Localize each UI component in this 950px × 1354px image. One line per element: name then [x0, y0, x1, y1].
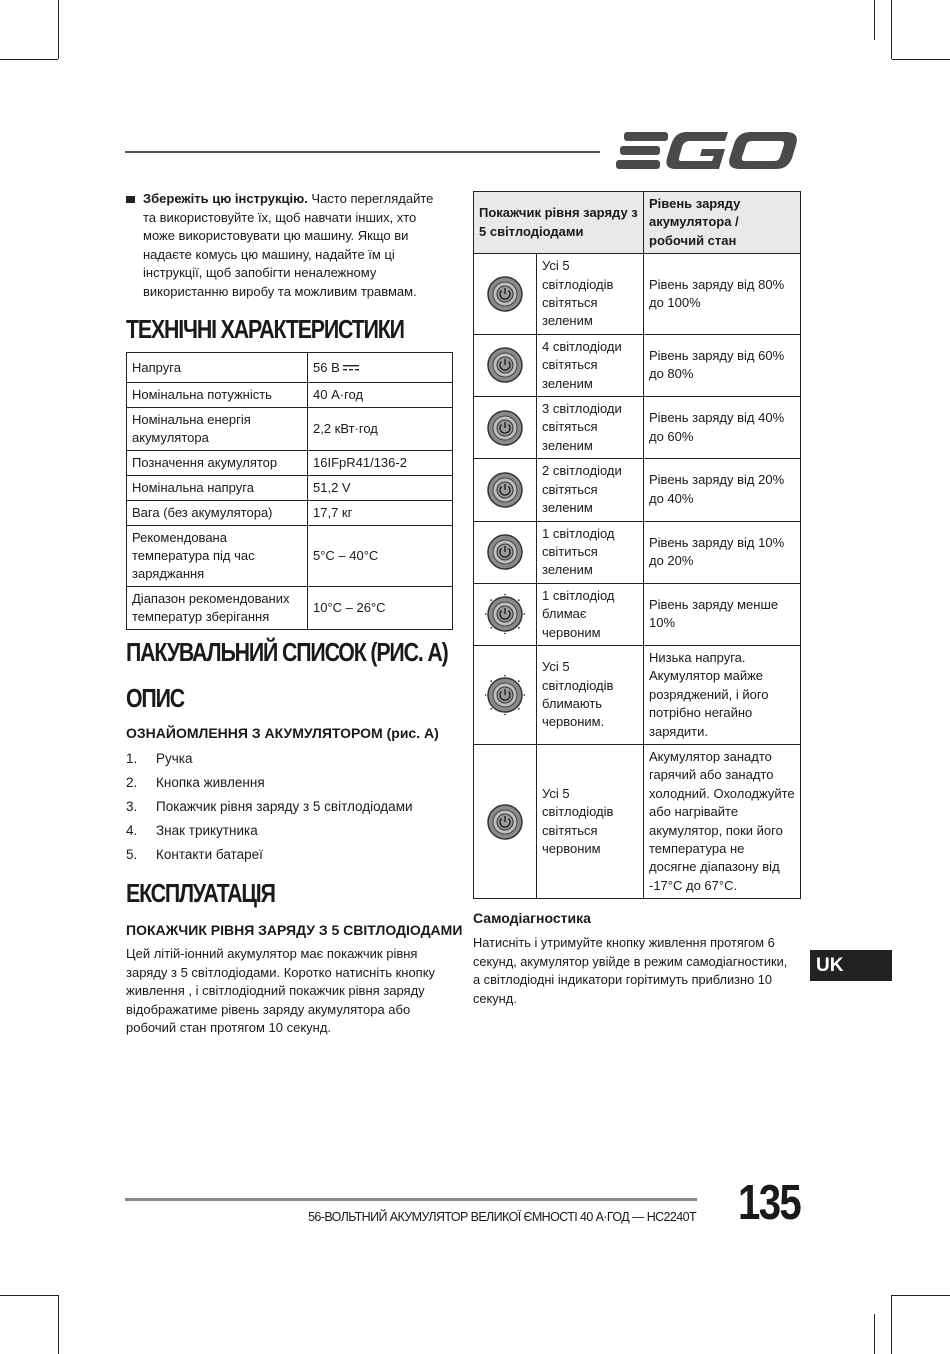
led-desc: 2 світлодіоди світяться зеленим	[537, 459, 644, 521]
led-indicator-icon-cell	[474, 459, 537, 521]
indicator-paragraph: Цей літій-іонний акумулятор має покажчик рівня заряду з 5 світлодіодами. Коротко натисніть кнопку живлення , і світлодіодний покажчик рівня заряду відображатиме рівень заряду акумулятора або робочий стан протягом 10 секунд.	[126, 946, 436, 1036]
list-item: 4. Знак трикутника	[126, 822, 258, 838]
led-desc: 4 світлодіоди світяться зеленим	[537, 334, 644, 396]
table-row	[127, 451, 453, 476]
crop-mark	[891, 1295, 892, 1354]
power-button-icon	[485, 594, 525, 634]
header-level: Рівень заряду акумулятора / робочий стан	[644, 192, 801, 254]
table-row	[127, 587, 453, 630]
spec-value: 5°C – 40°C	[308, 526, 453, 587]
led-indicator-icon-cell	[474, 645, 537, 744]
crop-mark	[874, 1314, 875, 1354]
save-instructions-paragraph	[126, 190, 456, 302]
spec-key: Номінальна напруга	[127, 476, 308, 501]
power-button-icon	[485, 274, 525, 314]
table-row	[127, 526, 453, 587]
crop-mark	[892, 59, 950, 60]
led-desc: 1 світлодіод блимає червоним	[537, 583, 644, 645]
crop-mark	[891, 0, 892, 59]
battery-intro-heading: ОЗНАЙОМЛЕННЯ З АКУМУЛЯТОРОМ (рис. A)	[126, 725, 439, 741]
led-level: Рівень заряду менше 10%	[644, 583, 801, 645]
power-button-icon	[485, 802, 525, 842]
power-button-icon	[485, 675, 525, 715]
led-indicator-icon-cell	[474, 521, 537, 583]
indicator-heading: ПОКАЖЧИК РІВНЯ ЗАРЯДУ З 5 СВІТЛОДІОДАМИ	[126, 922, 463, 938]
led-level: Рівень заряду від 60% до 80%	[644, 334, 801, 396]
left-column	[126, 190, 456, 302]
list-item: 5. Контакти батареї	[126, 846, 263, 862]
power-button-icon	[485, 532, 525, 572]
spec-value: 16IFpR41/136-2	[308, 451, 453, 476]
self-diagnostics-heading: Самодіагностика	[473, 910, 591, 926]
power-button-icon	[485, 408, 525, 448]
language-tab: UK	[810, 950, 892, 981]
parts-list	[126, 746, 413, 866]
led-level: Рівень заряду від 10% до 20%	[644, 521, 801, 583]
table-row	[474, 459, 801, 521]
table-row	[474, 583, 801, 645]
led-level: Рівень заряду від 80% до 100%	[644, 254, 801, 335]
bullet-icon	[126, 196, 135, 203]
table-row	[474, 397, 801, 459]
operation-heading: ЕКСПЛУАТАЦІЯ	[126, 878, 275, 908]
header-indicator: Покажчик рівня заряду з 5 світлодіодами	[474, 192, 644, 254]
crop-mark	[892, 1295, 950, 1296]
spec-key: Рекомендована температура під час заряджання	[127, 526, 308, 587]
spec-value: 51,2 V	[308, 476, 453, 501]
dc-symbol-icon	[343, 365, 359, 371]
list-item: 3. Покажчик рівня заряду з 5 світлодіодами	[126, 798, 413, 814]
table-row	[127, 476, 453, 501]
led-indicator-icon-cell	[474, 397, 537, 459]
table-row	[127, 501, 453, 526]
led-level: Акумулятор занадто гарячий або занадто холодний. Охолоджуйте або нагрівайте акумулятор, поки його температура не досягне діапазону від -17°C до 67°C.	[644, 744, 801, 898]
spec-value: 17,7 кг	[308, 501, 453, 526]
header-rule	[125, 151, 600, 153]
crop-mark	[0, 59, 58, 60]
table-row	[474, 334, 801, 396]
led-indicator-icon-cell	[474, 334, 537, 396]
led-desc: Усі 5 світлодіодів світяться червоним	[537, 744, 644, 898]
spec-value: 2,2 кВт·год	[308, 408, 453, 451]
page-number: 135	[738, 1176, 801, 1230]
spec-key: Вага (без акумулятора)	[127, 501, 308, 526]
led-desc: 1 світлодіод світиться зеленим	[537, 521, 644, 583]
footer-rule	[125, 1198, 697, 1201]
spec-key: Діапазон рекомендованих температур зберігання	[127, 587, 308, 630]
list-item: 2. Кнопка живлення	[126, 774, 265, 790]
description-heading: ОПИС	[126, 683, 185, 713]
spec-key: Позначення акумулятор	[127, 451, 308, 476]
intro-bold: Збережіть цю інструкцію.	[143, 191, 308, 206]
led-desc: Усі 5 світлодіодів світяться зеленим	[537, 254, 644, 335]
ego-logo	[616, 130, 800, 172]
spec-value: 56 В	[308, 353, 453, 383]
led-desc: Усі 5 світлодіодів блимають червоним.	[537, 645, 644, 744]
table-row	[127, 353, 453, 383]
spec-key: Номінальна потужність	[127, 383, 308, 408]
led-status-table	[473, 191, 801, 899]
crop-mark	[0, 1295, 58, 1296]
table-row	[474, 645, 801, 744]
led-indicator-icon-cell	[474, 583, 537, 645]
table-row	[474, 254, 801, 335]
led-level: Рівень заряду від 40% до 60%	[644, 397, 801, 459]
table-row	[474, 521, 801, 583]
table-header-row	[474, 192, 801, 254]
led-desc: 3 світлодіоди світяться зеленим	[537, 397, 644, 459]
led-indicator-icon-cell	[474, 254, 537, 335]
crop-mark	[58, 1295, 59, 1354]
crop-mark	[874, 0, 875, 40]
led-level: Низька напруга. Акумулятор майже розряджений, і його потрібно негайно зарядити.	[644, 645, 801, 744]
spec-key: Номінальна енергія акумулятора	[127, 408, 308, 451]
power-button-icon	[485, 470, 525, 510]
spec-key: Напруга	[127, 353, 308, 383]
intro-text: Часто переглядайте та використовуйте їх, щоб навчати інших, хто може використовувати цю машину. Якщо ви надаєте комусь цю машину, надайте їм ці інструкції, щоб запобігти неналежному використанню виробу та можливим травмам.	[143, 191, 434, 299]
self-diagnostics-paragraph: Натисніть і утримуйте кнопку живлення протягом 6 секунд, акумулятор увійде в режим самодіагностики, а світлодіодні індикатори горітимуть приблизно 10 секунд.	[473, 935, 788, 1006]
crop-mark	[58, 0, 59, 59]
power-button-icon	[485, 345, 525, 385]
table-row	[127, 408, 453, 451]
footer-title: 56-ВОЛЬТНИЙ АКУМУЛЯТОР ВЕЛИКОЇ ЄМНОСТІ 40 А·ГОД — HC2240T	[308, 1210, 696, 1224]
table-row	[474, 744, 801, 898]
led-level: Рівень заряду від 20% до 40%	[644, 459, 801, 521]
spec-value: 10°C – 26°C	[308, 587, 453, 630]
specs-heading: ТЕХНІЧНІ ХАРАКТЕРИСТИКИ	[126, 314, 404, 344]
specs-table	[126, 352, 453, 630]
packing-list-heading: ПАКУВАЛЬНИЙ СПИСОК (РИС. A)	[126, 637, 448, 667]
spec-value: 40 А·год	[308, 383, 453, 408]
led-indicator-icon-cell	[474, 744, 537, 898]
list-item: 1. Ручка	[126, 750, 193, 766]
table-row	[127, 383, 453, 408]
